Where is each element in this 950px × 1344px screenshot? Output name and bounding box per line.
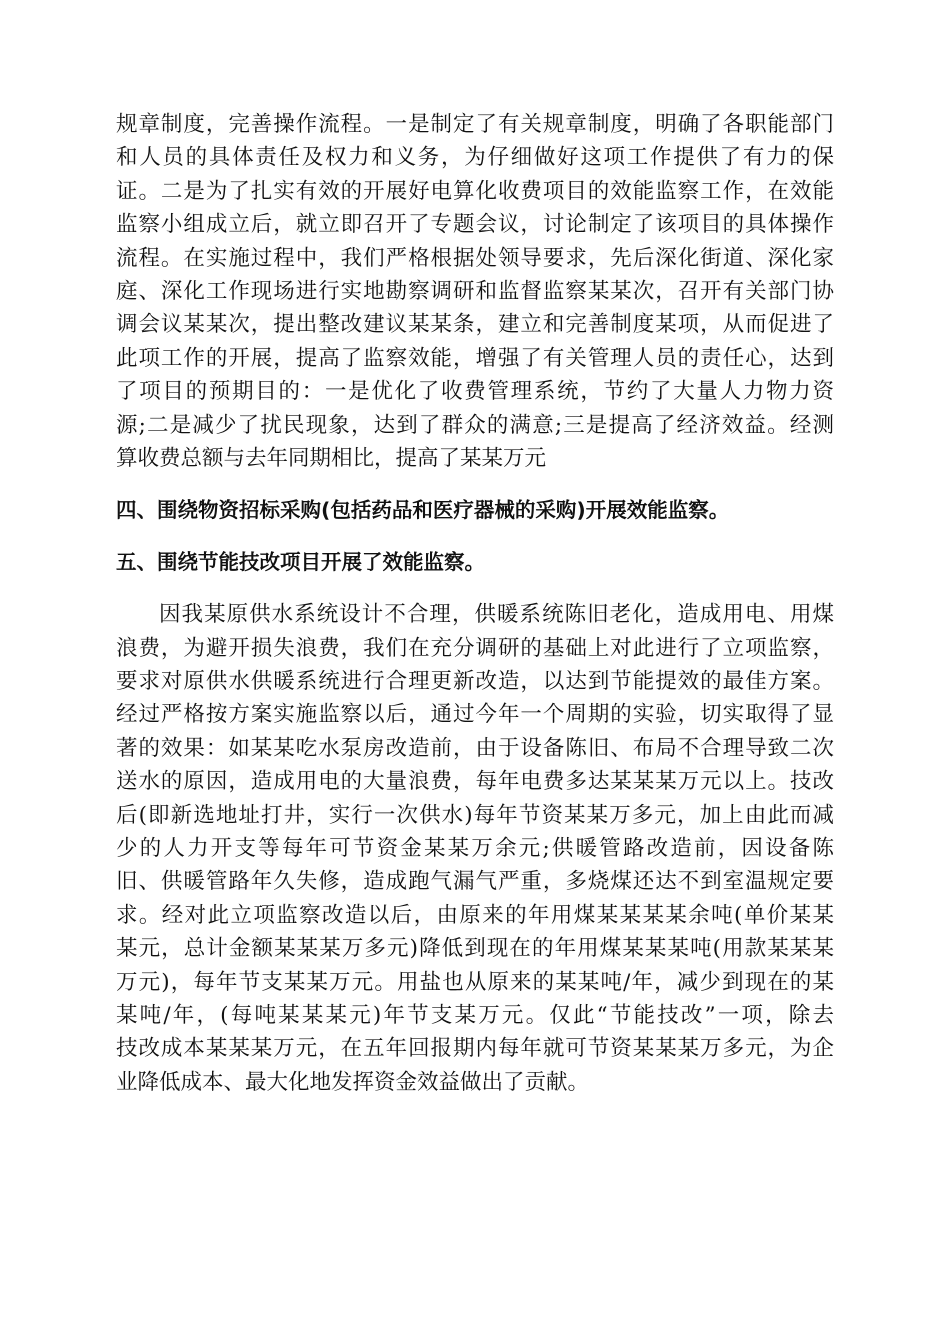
text-line: 算收费总额与去年同期相比，提高了某某万元 xyxy=(116,445,547,471)
section-heading-5: 五、围绕节能技改项目开展了效能监察。 xyxy=(116,550,485,575)
text-line: 规章制度，完善操作流程。一是制定了有关规章制度，明确了各职能部门 xyxy=(116,112,834,137)
paragraph-energy-saving xyxy=(116,598,834,1099)
text-line: 和人员的具体责任及权力和义务，为仔细做好这项工作提供了有力的保 xyxy=(116,145,834,171)
text-line: 调会议某某次，提出整改建议某某条，建立和完善制度某项，从而促进了 xyxy=(116,312,834,338)
text-line: 监察小组成立后，就立即召开了专题会议，讨论制定了该项目的具体操作 xyxy=(116,212,834,238)
document-page xyxy=(116,108,834,1099)
text-line: 此项工作的开展，提高了监察效能，增强了有关管理人员的责任心，达到 xyxy=(116,345,834,371)
text-line: 某吨/年，(每吨某某某元)年节支某万元。仅此“节能技改”一项，除去 xyxy=(116,1002,834,1028)
text-line: 技改成本某某某万元，在五年回报期内每年就可节资某某某万多元，为企 xyxy=(116,1036,834,1062)
text-line: 浪费，为避开损失浪费，我们在充分调研的基础上对此进行了立项监察， xyxy=(116,635,834,661)
text-line: 要求对原供水供暖系统进行合理更新改造，以达到节能提效的最佳方案。 xyxy=(116,669,834,695)
text-line: 庭、深化工作现场进行实地勘察调研和监督监察某某次，召开有关部门协 xyxy=(116,278,834,304)
text-line: 流程。在实施过程中，我们严格根据处领导要求，先后深化街道、深化家 xyxy=(116,245,834,271)
text-line: 某元，总计金额某某某万多元)降低到现在的年用煤某某某吨(用款某某某 xyxy=(116,936,834,962)
text-line: 业降低成本、最大化地发挥资金效益做出了贡献。 xyxy=(116,1069,590,1095)
text-line: 证。二是为了扎实有效的开展好电算化收费项目的效能监察工作，在效能 xyxy=(116,178,834,204)
text-line: 旧、供暖管路年久失修，造成跑气漏气严重，多烧煤还达不到室温规定要 xyxy=(116,869,834,895)
text-line: 因我某原供水系统设计不合理，供暖系统陈旧老化，造成用电、用煤 xyxy=(159,602,834,628)
text-line: 著的效果：如某某吃水泵房改造前，由于设备陈旧、布局不合理导致二次 xyxy=(116,735,834,761)
text-line: 送水的原因，造成用电的大量浪费，每年电费多达某某某万元以上。技改 xyxy=(116,769,834,795)
text-line: 了项目的预期目的：一是优化了收费管理系统，节约了大量人力物力资 xyxy=(116,379,834,405)
text-line: 后(即新选地址打井，实行一次供水)每年节资某某万多元，加上由此而减 xyxy=(116,802,834,828)
paragraph-process xyxy=(116,108,834,475)
section-heading-4: 四、围绕物资招标采购(包括药品和医疗器械的采购)开展效能监察。 xyxy=(116,498,730,523)
text-line: 源;二是减少了扰民现象，达到了群众的满意;三是提高了经济效益。经测 xyxy=(116,412,834,438)
text-line: 万元)，每年节支某某万元。用盐也从原来的某某吨/年，减少到现在的某 xyxy=(116,969,834,995)
text-line: 求。经对此立项监察改造以后，由原来的年用煤某某某某余吨(单价某某 xyxy=(116,902,834,928)
text-line: 少的人力开支等每年可节资金某某万余元;供暖管路改造前，因设备陈 xyxy=(116,836,834,862)
text-line: 经过严格按方案实施监察以后，通过今年一个周期的实验，切实取得了显 xyxy=(116,702,834,728)
